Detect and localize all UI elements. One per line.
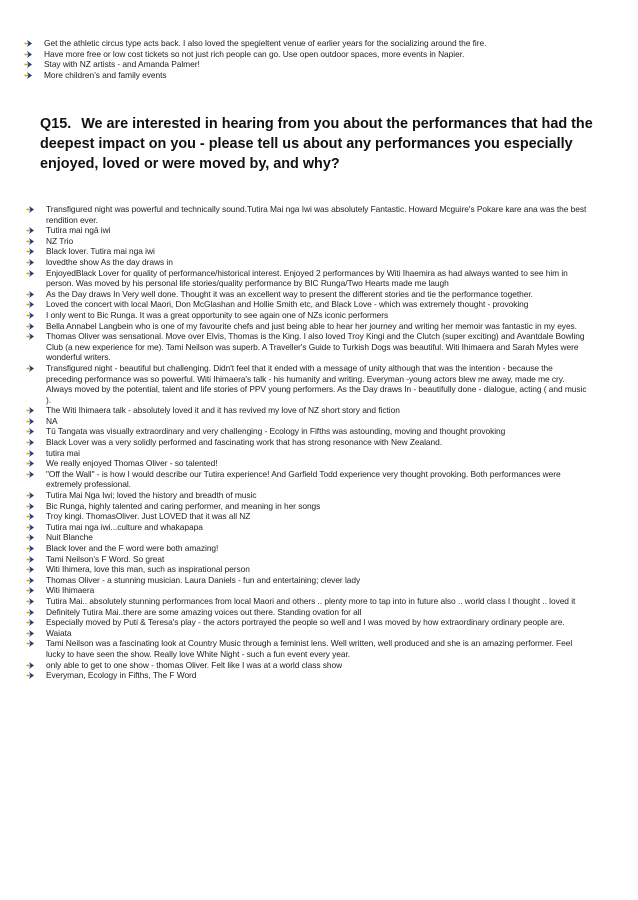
answer-item (0, 522, 638, 533)
previous-answers-list (0, 38, 638, 80)
list-item-text: Get the athletic circus type acts back. I also loved the spegieltent venue of earlier years for the socializing around the fire. (44, 38, 487, 48)
bullet-arrow-icon (26, 364, 37, 373)
bullet-arrow-icon (26, 671, 37, 680)
answer-item-text: The Witi Ihimaera talk - absolutely loved it and it has revived my love of NZ short story and fiction (46, 405, 400, 416)
answer-item (0, 628, 638, 639)
answer-item-text: Bic Runga, highly talented and caring performer, and meaning in her songs (46, 500, 321, 511)
list-item (0, 59, 638, 70)
answer-item-text: Thomas Oliver - a stunning musician. Laura Daniels - fun and entertaining; clever lady (46, 574, 361, 585)
answer-item (0, 490, 638, 501)
bullet-arrow-icon (26, 237, 37, 246)
answer-item (0, 575, 638, 586)
answer-item (0, 458, 638, 469)
bullet-arrow-icon (26, 438, 37, 447)
bullet-arrow-icon (26, 629, 37, 638)
bullet-arrow-icon (26, 576, 37, 585)
bullet-arrow-icon (26, 491, 37, 500)
answer-item (0, 660, 638, 671)
bullet-arrow-icon (24, 71, 35, 80)
answer-item (0, 511, 638, 522)
bullet-arrow-icon (26, 258, 37, 267)
bullet-arrow-icon (26, 608, 37, 617)
answer-item (0, 299, 638, 310)
answer-item-text: Black Lover was a very solidly performed and fascinating work that has strong resonance with New Zealand. (46, 437, 443, 448)
answer-item-text: Tami Neilson was a fascinating look at Country Music through a feminist lens. Well written, well produced and she is an amazing performer. Feel lucky to have seen the show. Really love White Night - such a fun event every year. (46, 638, 573, 659)
bullet-arrow-icon (24, 39, 35, 48)
answer-item-text: As the Day draws In Very well done. Thought it was an excellent way to present the different stories and tie the performance together. (46, 288, 533, 299)
answer-item (0, 437, 638, 448)
bullet-arrow-icon (26, 427, 37, 436)
bullet-arrow-icon (26, 586, 37, 595)
bullet-arrow-icon (26, 205, 37, 214)
answer-item-text: We really enjoyed Thomas Oliver - so talented! (46, 458, 218, 469)
answer-item (0, 363, 638, 405)
answer-item-text: Especially moved by Puti & Teresa's play - the actors portrayed the people so well and I was moved by how extraordinary ordinary people are. (46, 617, 565, 628)
answer-item (0, 416, 638, 427)
bullet-arrow-icon (26, 459, 37, 468)
bullet-arrow-icon (26, 639, 37, 648)
bullet-arrow-icon (26, 300, 37, 309)
answer-item-text: Black lover. Tutira mai nga iwi (46, 246, 155, 257)
answer-item (0, 532, 638, 543)
answer-item (0, 321, 638, 332)
list-item (0, 70, 638, 81)
bullet-arrow-icon (26, 290, 37, 299)
answers-list (0, 204, 638, 681)
bullet-arrow-icon (24, 60, 35, 69)
answer-item-text: Everyman, Ecology in Fifths, The F Word (46, 670, 197, 681)
answer-item (0, 564, 638, 575)
answer-item-text: Tami Neilson’s F Word. So great (46, 553, 165, 564)
bullet-arrow-icon (26, 406, 37, 415)
answer-item (0, 310, 638, 321)
answer-item-text: Transfigured night - beautiful but challenging. Didn't feel that it ended with a message of unity although that was the intention - because the preceding performance was so powerful. Witi Ihimaera's talk - his humanity and writing. Everyman -young actors blew me away, made me cry. Always moved by the potential, talent and life stories of PPV young performers. As the Day draws In - beautifully done - dialogue, acting ( and music ). (46, 362, 587, 405)
answer-item-text: Tutira Mai.. absolutely stunning performances from local Maori and others .. plenty more to tap into in future also .. world class I thought .. loved it (46, 595, 576, 606)
answer-item (0, 257, 638, 268)
answer-item-text: Tutira Mai Nga Iwi; loved the history and breadth of music (46, 490, 257, 501)
bullet-arrow-icon (26, 311, 37, 320)
bullet-arrow-icon (26, 247, 37, 256)
bullet-arrow-icon (26, 512, 37, 521)
answer-item (0, 331, 638, 363)
answer-item (0, 268, 638, 289)
answer-item (0, 204, 638, 225)
answer-item (0, 617, 638, 628)
answer-item (0, 554, 638, 565)
list-item-text: Stay with NZ artists - and Amanda Palmer! (44, 59, 200, 70)
bullet-arrow-icon (26, 597, 37, 606)
answer-item-text: I only went to Bic Runga. It was a great opportunity to see again one of NZs iconic performers (46, 309, 389, 320)
answer-item-text: EnjoyedBlack Lover for quality of performance/historical interest. Enjoyed 2 performances by Witi Ihaemira as had always wanted to see him in person. Was moved by his personal life stories/quality performance by BIC Runga/Two Hearts made me laugh (46, 267, 568, 289)
answer-item-text: Black lover and the F word were both amazing! (46, 543, 219, 553)
bullet-arrow-icon (26, 322, 37, 331)
answer-item (0, 638, 638, 659)
answer-item (0, 585, 638, 596)
answer-item (0, 469, 638, 490)
answer-item-text: "Off the Wall" - is how I would describe our Tutira experience! And Garfield Todd experience very thought provoking. Both performances were extremely professional. (46, 468, 561, 490)
answer-item-text: Witi Ihimera, love this man, such as inspirational person (46, 564, 250, 575)
list-item-text: Have more free or low cost tickets so not just rich people can go. Use open outdoor spaces, more events in Napier. (44, 48, 465, 59)
list-item-text: More children’s and family events (44, 69, 167, 80)
answer-item-text: Loved the concert with local Maori, Don McGlashan and Hollie Smith etc, and Black Love - which was extremely thought - provoking (46, 299, 529, 310)
answer-item (0, 501, 638, 512)
bullet-arrow-icon (24, 50, 35, 59)
answer-item-text: Tū Tangata was visually extraordinary and very challenging - Ecology in Fifths was astounding, moving and thought provoking (46, 426, 506, 437)
answer-item-text: NA (46, 415, 58, 426)
answer-item-text: Troy kingi. ThomasOliver. Just LOVED that it was all NZ (46, 511, 251, 522)
bullet-arrow-icon (26, 523, 37, 532)
answer-item (0, 670, 638, 681)
bullet-arrow-icon (26, 269, 37, 278)
bullet-arrow-icon (26, 470, 37, 479)
answer-item-text: only able to get to one show - thomas Oliver. Felt like I was at a world class show (46, 659, 343, 670)
question-heading (40, 114, 600, 174)
answer-item-text: Witi Ihimaera (46, 585, 95, 596)
question-text: We are interested in hearing from you about the performances that had the deepest impact on you - please tell us about any performances you especially enjoyed, loved or were moved by, and why? (40, 116, 593, 172)
answer-item-text: lovedthe show As the day draws in (46, 256, 173, 267)
bullet-arrow-icon (26, 618, 37, 627)
bullet-arrow-icon (26, 226, 37, 235)
answer-item (0, 543, 638, 554)
bullet-arrow-icon (26, 661, 37, 670)
answer-item (0, 405, 638, 416)
answer-item (0, 289, 638, 300)
answer-item-text: Definitely Tutira Mai..there are some amazing voices out there. Standing ovation for all (46, 606, 362, 617)
answer-item-text: Tutira mai ngā iwi (46, 225, 111, 236)
answer-item (0, 225, 638, 236)
answer-item-text: Bella Annabel Langbein who is one of my favourite chefs and just being able to hear her journey and writing her memoir was fantastic in my eyes. (46, 320, 577, 331)
bullet-arrow-icon (26, 565, 37, 574)
answer-item-text: Nuit Blanche (46, 532, 93, 543)
question-number: Q15. (40, 116, 72, 132)
answer-item (0, 426, 638, 437)
answer-item (0, 236, 638, 247)
bullet-arrow-icon (26, 544, 37, 553)
bullet-arrow-icon (26, 417, 37, 426)
answer-item-text: Thomas Oliver was sensational. Move over Elvis, Thomas is the King. I also loved Troy Kingi and the Clutch (super exciting) and Avantdale Bowling Club (a new experience for me). Tami Neilson was superb. A Traveller's Guide to Turkish Dogs was beautiful. Witi Ihimaera and Sarah Myles were wonderful writers. (46, 331, 585, 363)
answer-item (0, 596, 638, 607)
bullet-arrow-icon (26, 555, 37, 564)
answer-item-text: Transfigured night was powerful and technically sound.Tutira Mai nga Iwi was absolutely Fantastic. Howard Mcguire's Pokare kare ana was the best rendition ever. (46, 204, 587, 225)
answer-item-text: tutira mai (46, 447, 80, 458)
bullet-arrow-icon (26, 533, 37, 542)
answer-item-text: Tutira mai nga iwi...culture and whakapapa (46, 521, 203, 532)
answer-item (0, 246, 638, 257)
answer-item-text: Waiata (46, 627, 72, 638)
list-item (0, 49, 638, 60)
bullet-arrow-icon (26, 449, 37, 458)
answer-item-text: NZ Trio (46, 235, 74, 246)
list-item (0, 38, 638, 49)
bullet-arrow-icon (26, 332, 37, 341)
bullet-arrow-icon (26, 502, 37, 511)
answer-item (0, 448, 638, 459)
answer-item (0, 607, 638, 618)
